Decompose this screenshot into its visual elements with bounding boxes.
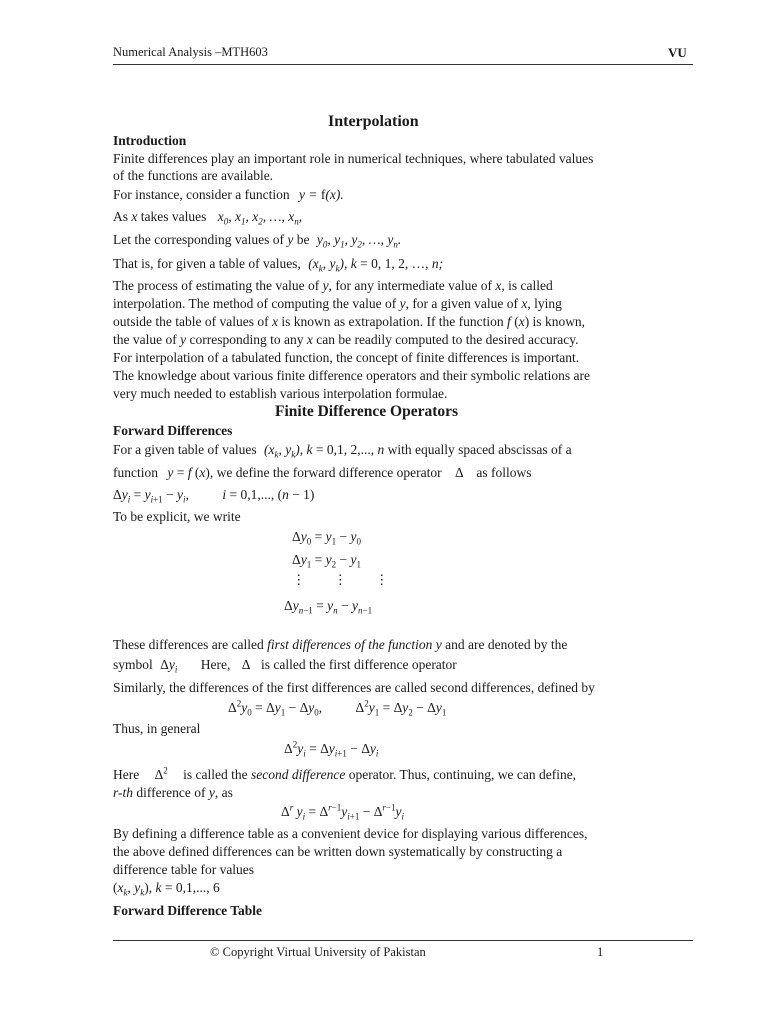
forward-line-1-tail: with equally spaced abscissas of a	[387, 442, 572, 457]
page-number: 1	[597, 945, 604, 959]
forward-line-2	[113, 464, 531, 482]
second-differences-equation: $\Delta^2y_0 = \Delta y_1 - \Delta y_0$, $\Delta^2y_1 = \Delta y_2 - \Delta y_1$	[228, 698, 447, 718]
header-rule	[113, 64, 693, 65]
general-text: Thus, in general	[113, 721, 201, 736]
corr-line	[113, 231, 401, 249]
forward-differences-heading: Forward Differences	[113, 423, 233, 438]
takes-equation: $x_0$, $x_1$, $x_2$, …, $x_n$,	[217, 209, 303, 227]
table-line	[113, 255, 443, 273]
forward-line-2-equation: y = f (x),	[167, 465, 214, 480]
forward-line-2-text: function	[113, 465, 158, 480]
defining-line: the above defined differences can be written down systematically by constructing a	[113, 844, 563, 859]
forward-definition-equation: $\Delta y_i = y_{i+1} - y_i$, i = 0,1,..., (n − 1)	[113, 487, 315, 505]
footer-copyright: © Copyright Virtual University of Pakistan	[210, 945, 426, 959]
symbol-line	[113, 656, 457, 674]
first-differences-tail: and are denoted by the	[445, 637, 568, 652]
process-line: the value of y corresponding to any x can be readily computed to the desired accuracy.	[113, 332, 579, 347]
forward-difference-table-heading: Forward Difference Table	[113, 903, 262, 918]
rth-tail: difference of y, as	[136, 785, 233, 800]
explicit-text: To be explicit, we write	[113, 509, 241, 524]
here-tail: operator. Thus, continuing, we can define,	[348, 767, 577, 782]
symbol-tail: is called the first difference operator	[261, 657, 457, 672]
rth-equation: $\Delta^r$ $y_i = \Delta^{r-1}y_{i+1} - \Delta^{r-1}y_i$	[281, 802, 404, 822]
here-equation: $\Delta^2$	[154, 765, 168, 782]
explicit-eq-dots: ⋮ ⋮ ⋮	[292, 572, 389, 587]
first-differences-text: These differences are called	[113, 637, 264, 652]
forward-line-1	[113, 441, 572, 459]
here-text: Here	[113, 767, 140, 782]
intro-heading: Introduction	[113, 133, 187, 148]
page-title: Interpolation	[328, 113, 419, 130]
explicit-eq-1: $\Delta y_0 = y_1 - y_0$	[292, 529, 361, 547]
first-differences-line	[113, 636, 567, 654]
forward-line-2-end: as follows	[476, 465, 532, 480]
table-text: That is, for given a table of values,	[113, 256, 301, 271]
instance-text: For instance, consider a function	[113, 187, 290, 202]
process-line: The process of estimating the value of y, for any intermediate value of x, is called	[113, 278, 553, 293]
process-line: For interpolation of a tabulated function, the concept of finite differences is important.	[113, 350, 580, 365]
corr-text: Let the corresponding values of y be	[113, 232, 310, 247]
process-line: outside the table of values of x is known as extrapolation. If the function f (x) is known,	[113, 314, 586, 329]
intro-line: Finite differences play an important role in numerical techniques, where tabulated values	[113, 151, 594, 166]
forward-line-2-tail: we define the forward difference operator	[216, 465, 442, 480]
first-differences-italic: first differences of the function y	[267, 637, 442, 652]
process-line: The knowledge about various finite difference operators and their symbolic relations are	[113, 368, 590, 383]
symbol-here: Here,	[200, 657, 231, 672]
symbol-text: symbol	[113, 657, 153, 672]
takes-text: As x takes values	[113, 209, 207, 224]
general-equation: $\Delta^2y_i = \Delta y_{i+1} - \Delta y_i$	[284, 739, 379, 759]
explicit-eq-n: $\Delta y_{n-1} = y_n - y_{n-1}$	[284, 598, 373, 616]
symbol-equation: $\Delta y_i$	[160, 657, 178, 675]
rth-italic: r-th	[113, 785, 133, 800]
here-italic: second difference	[251, 767, 346, 782]
rth-line	[113, 784, 233, 802]
process-line: interpolation. The method of computing the value of y, for a given value of x, lying	[113, 296, 562, 311]
instance-line	[113, 186, 344, 204]
here-line	[113, 766, 576, 784]
here-middle: is called the	[183, 767, 248, 782]
section-heading: Finite Difference Operators	[275, 403, 459, 420]
corr-equation: $y_0$, $y_1$, $y_2$, …, $y_n$.	[316, 232, 402, 250]
instance-equation: y = f(x).	[298, 187, 344, 202]
process-line: very much needed to establish various interpolation formulae.	[113, 386, 448, 401]
delta-operator-symbol: Δ	[455, 465, 463, 480]
second-differences-text: Similarly, the differences of the first differences are called second differences, defined by	[113, 680, 595, 695]
defining-line: By defining a difference table as a convenient device for displaying various differences,	[113, 826, 588, 841]
forward-line-1-equation: ($x_k$, $y_k$), k = 0,1, 2,..., n	[263, 442, 385, 460]
values-equation: ($x_k$, $y_k$), k = 0,1,..., 6	[113, 880, 220, 898]
intro-line: of the functions are available.	[113, 168, 274, 183]
forward-line-1-text: For a given table of values	[113, 442, 257, 457]
table-equation: ($x_k$, $y_k$), k = 0, 1, 2, …, n;	[308, 256, 444, 274]
symbol-delta: Δ	[241, 657, 250, 672]
takes-line	[113, 208, 302, 226]
footer-rule	[113, 940, 693, 941]
running-header-vu: VU	[668, 45, 687, 60]
defining-line: difference table for values	[113, 862, 255, 877]
running-header-course: Numerical Analysis –MTH603	[113, 45, 268, 59]
explicit-eq-2: $\Delta y_1 = y_2 - y_1$	[292, 552, 361, 570]
